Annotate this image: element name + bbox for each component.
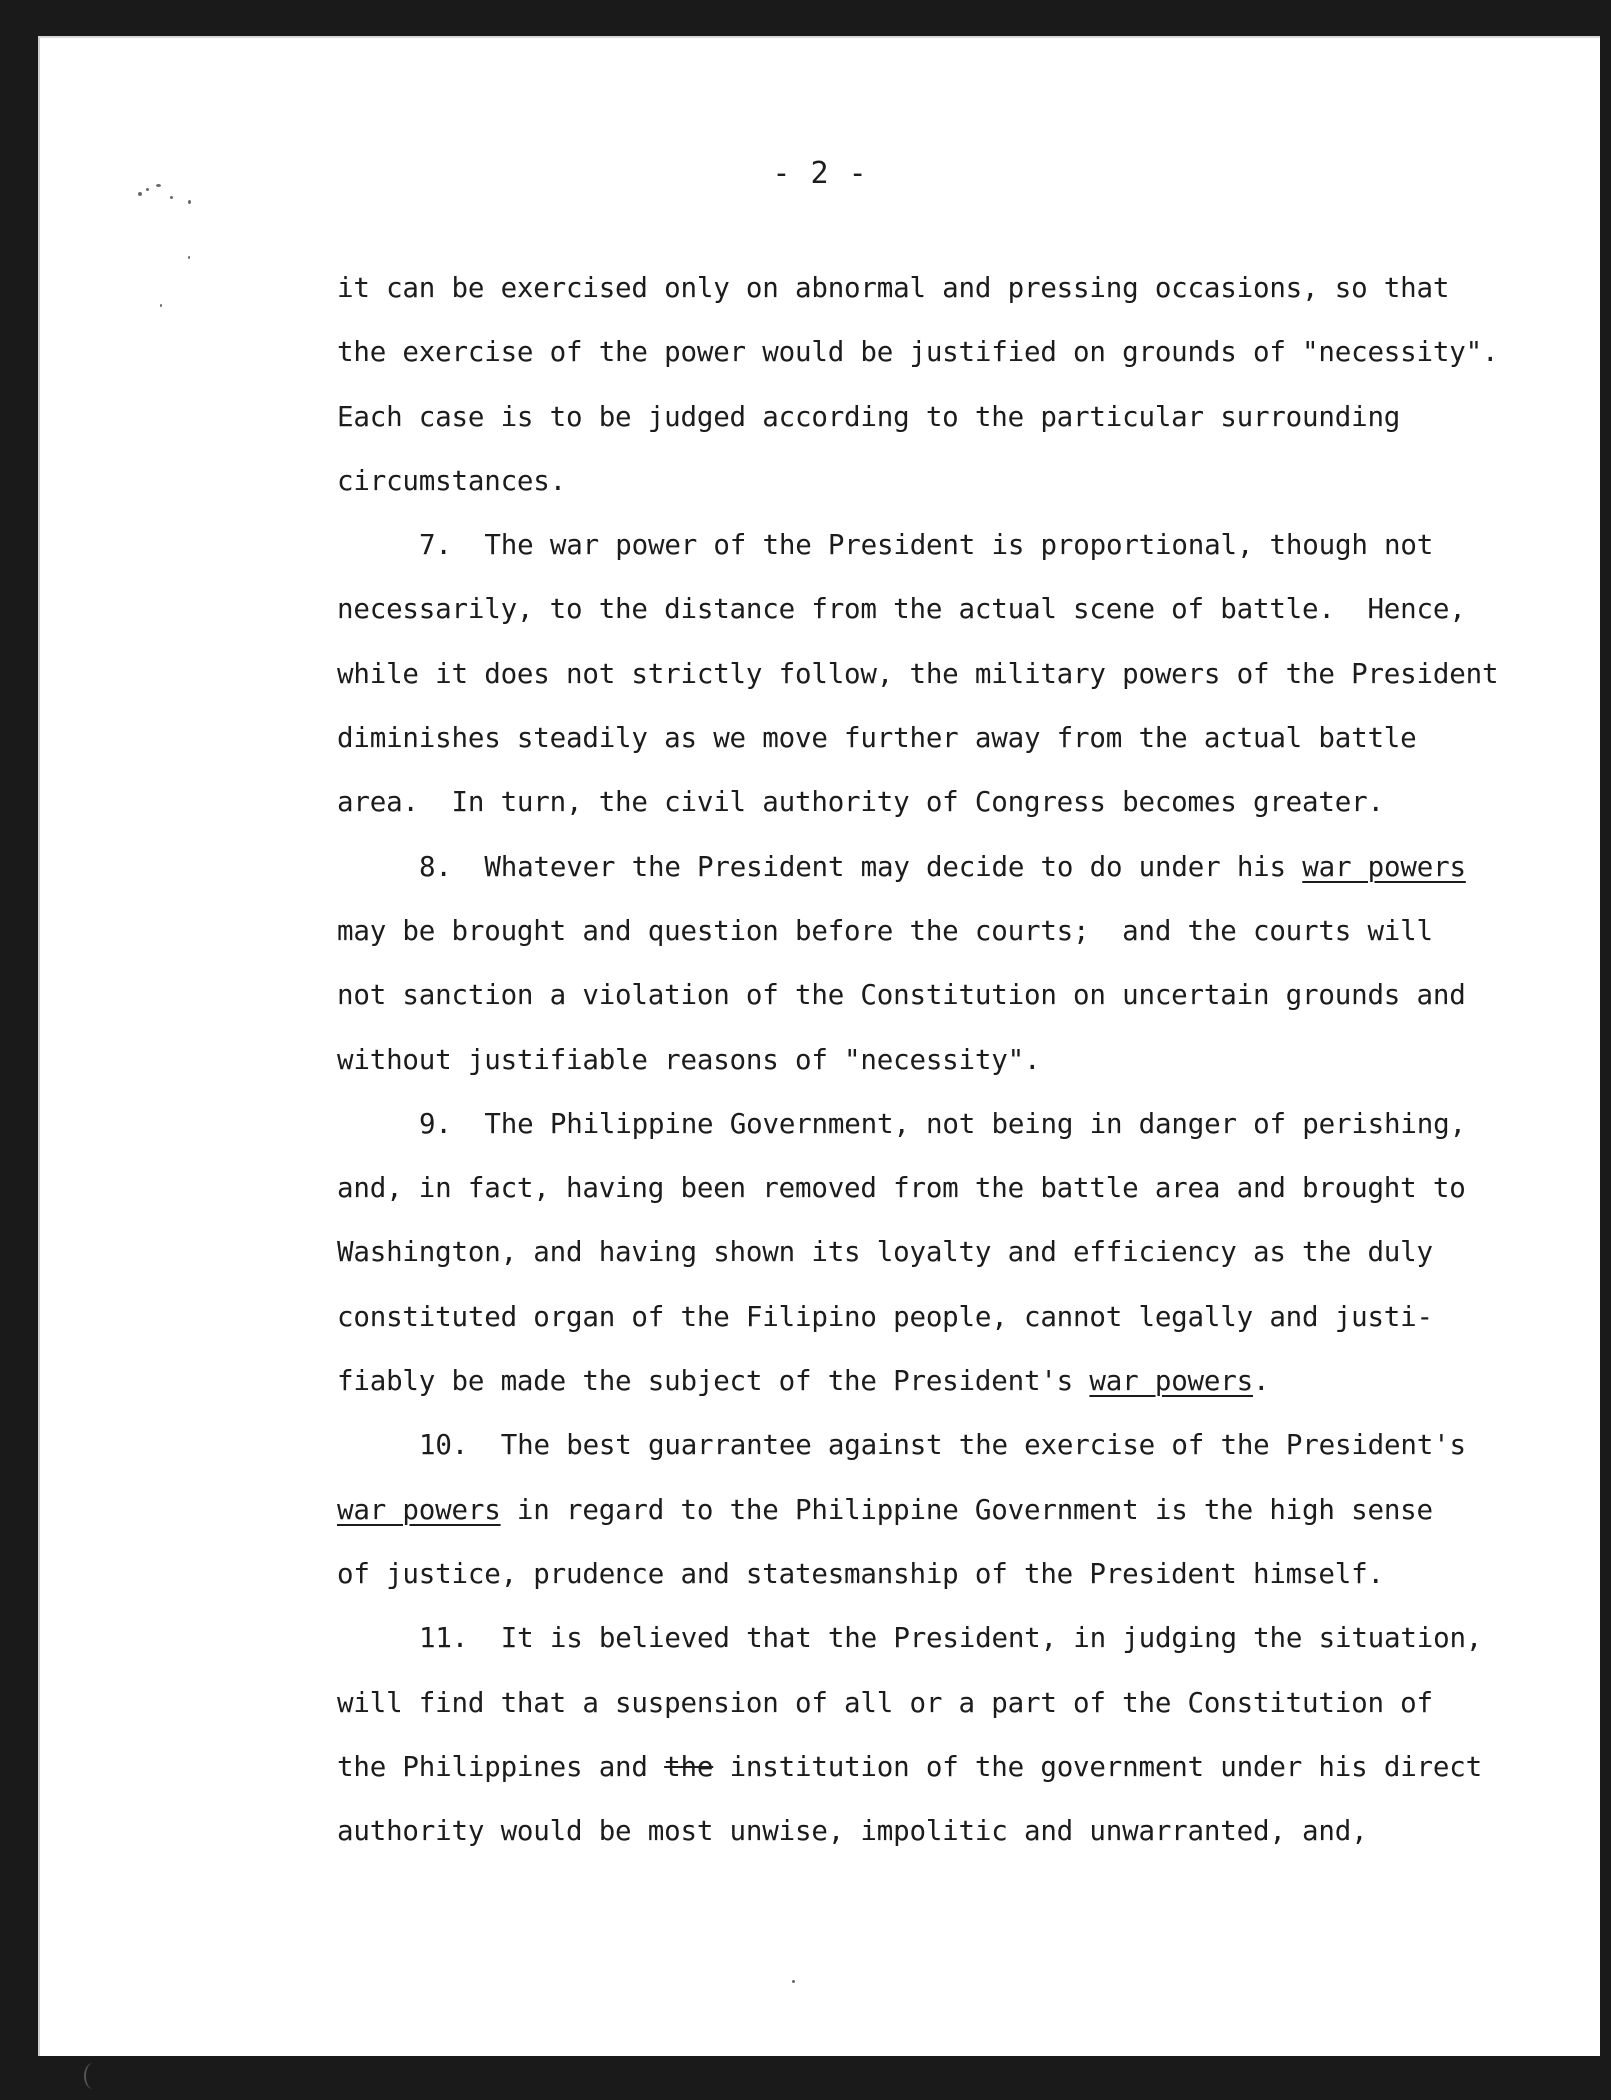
underlined-phrase: war powers [1089,1365,1253,1398]
scan-speck [156,184,161,187]
text-line: it can be exercised only on abnormal and pressing occasions, so that [337,272,1450,304]
paragraph-9-start: 9. The Philippine Government, not being in danger of perishing, [419,1107,1466,1140]
scan-speck [160,304,162,307]
text-line: of justice, prudence and statesmanship of the President himself. [337,1557,1384,1590]
scan-speck [792,1980,795,1983]
text-segment: institution of the government under his direct [713,1750,1482,1783]
paragraph-7-start: 7. The war power of the President is proportional, though not [419,529,1434,562]
text-segment: 8. Whatever the President may decide to do under his [419,850,1303,883]
page-curl-mark [84,2063,102,2089]
text-segment: in regard to the Philippine Government is the high sense [500,1493,1433,1526]
text-line: necessarily, to the distance from the actual scene of battle. Hence, [337,593,1466,626]
text-line: while it does not strictly follow, the military powers of the President [337,657,1499,690]
text-segment: the Philippines and [337,1750,665,1783]
text-segment: fiably be made the subject of the President's [337,1365,1090,1398]
text-line [337,1478,1537,1542]
text-line [337,1349,1537,1413]
text-line: without justifiable reasons of "necessity". [337,1043,1041,1076]
paragraph-10-start: 10. The best guarrantee against the exercise of the President's [419,1429,1466,1462]
page-number: - 2 - [772,156,868,191]
underlined-phrase: war powers [337,1493,501,1526]
underlined-phrase: war powers [1302,850,1466,883]
scan-speck [170,196,173,199]
scan-speck [138,192,142,196]
text-line: not sanction a violation of the Constitution on uncertain grounds and [337,979,1466,1012]
text-line: Each case is to be judged according to the particular surrounding [337,400,1401,433]
body-text [337,256,1537,1863]
text-line: area. In turn, the civil authority of Congress becomes greater. [337,786,1384,819]
scan-speck [188,256,190,259]
text-line: and, in fact, having been removed from the battle area and brought to [337,1172,1466,1205]
scan-speck [146,188,149,191]
text-line: the exercise of the power would be justified on grounds of "necessity". [337,336,1499,369]
text-segment: . [1252,1365,1270,1398]
text-line: circumstances. [337,464,566,497]
scan-speck [188,200,191,204]
text-line [337,1735,1537,1799]
struck-word: the [664,1750,714,1783]
text-line: will find that a suspension of all or a part of the Constitution of [337,1686,1433,1719]
paragraph-8-start [337,835,1537,899]
text-line: constituted organ of the Filipino people, cannot legally and justi- [337,1300,1433,1333]
text-line: may be brought and question before the courts; and the courts will [337,914,1433,947]
text-line: authority would be most unwise, impolitic and unwarranted, and, [337,1815,1368,1848]
text-line: diminishes steadily as we move further away from the actual battle [337,722,1417,755]
paragraph-11-start: 11. It is believed that the President, in judging the situation, [419,1622,1483,1655]
document-page [38,36,1600,2056]
text-line: Washington, and having shown its loyalty and efficiency as the duly [337,1236,1433,1269]
